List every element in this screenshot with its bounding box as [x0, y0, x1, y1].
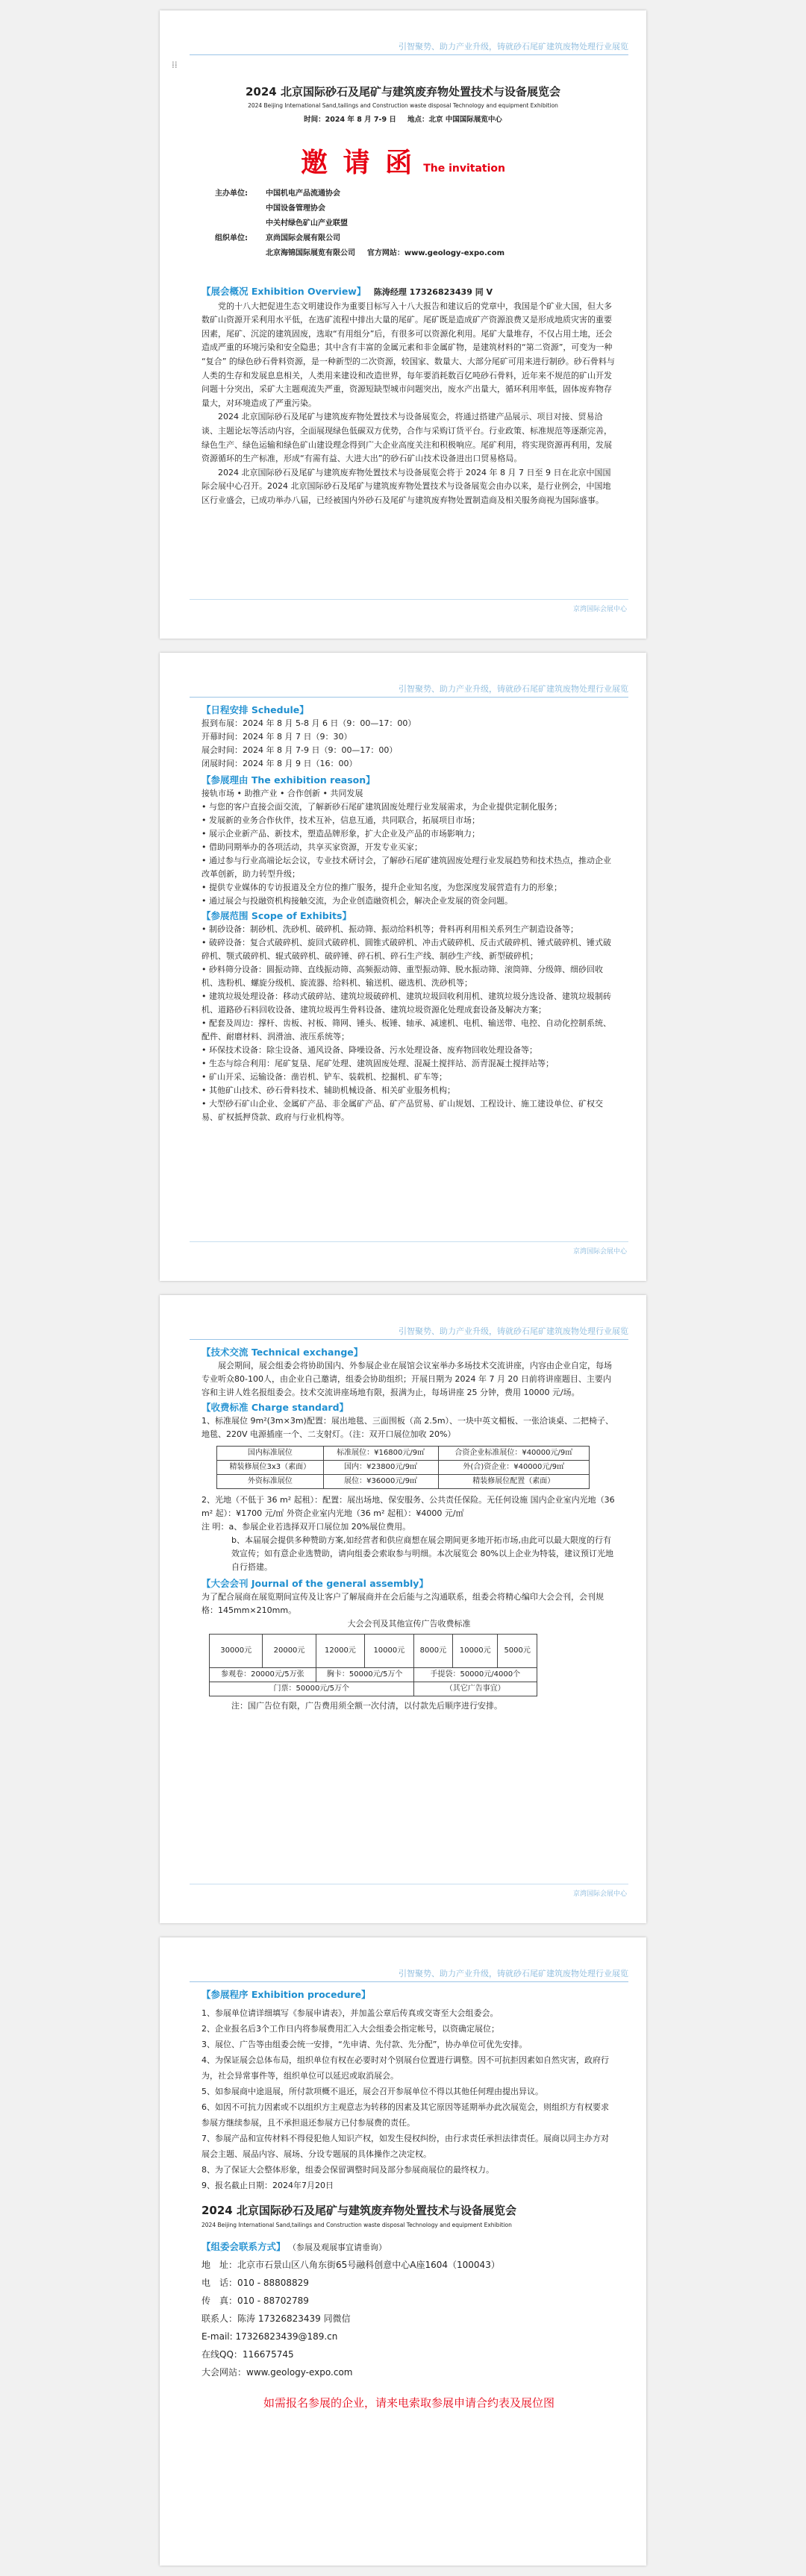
scope-item: • 配套及周边：撑杆、齿板、衬板、筛网、锤头、板锤、轴承、减速机、电机、输送带、电控、自动化控制系统、配件、耐磨材料、润滑油、液压系统等； — [202, 1018, 611, 1041]
overview-paragraph: 2024 北京国际砂石及尾矿与建筑废弃物处置技术与设备展览会，将通过搭建产品展示、项目对接、贸易洽谈、主题论坛等活动内容，全面展现绿色低碳双方优势，合作与采购订货平台。行业政策、标准规范等逐渐完善，绿色生产、绿色运输和绿色矿山建设理念得到广大企业高度关注和积极响应。尾矿利用，将实现资源再利用，发展资源循环的生产标准，形成“有需有益、大进大出”的砂石矿山技术设备进出口贸易格局。 — [202, 412, 612, 464]
header-divider — [190, 1339, 628, 1340]
scope-item: • 制砂设备：制砂机、洗砂机、破碎机、振动筛、振动给料机等；骨料再利用相关系列生产制造设备等； — [202, 924, 578, 934]
journal-title: 【大会会刊 Journal of the general assembly】 — [202, 1578, 428, 1589]
scope-item: • 其他矿山技术、砂石骨料技术、辅助机械设备、相关矿业服务机构； — [202, 1085, 455, 1095]
time-label: 时间：2024 年 8 月 7-9 日 — [304, 116, 396, 124]
page-2 — [160, 653, 646, 1281]
note-b: b、本届展会提供多种赞助方案,如经营者和供应商想在展会期间更多地开拓市场,由此可以最大限度的行有效宣传；如有意企业选赞助，请向组委会索取参与明细。本次展览会 80%以上企业为特装，建议预订光地自行搭建。 — [231, 1535, 613, 1572]
exhibition-subtitle: 2024 Beijing International Sand,tailings and Construction waste disposal Technology and equipment Exhibition — [202, 2222, 512, 2229]
table-row: 30000元 20000元 12000元 10000元 8000元 10000元 5000元 — [210, 1635, 537, 1668]
reason-item: • 通过展会与投融资机构接触交流，为企业创造融资机会，解决企业发展的资金问题。 — [202, 896, 513, 906]
table-row: 精装修展位3x3（素面） 国内：¥23800元/9㎡ 外(合)资企业：¥40000元/9㎡ — [217, 1461, 590, 1475]
org-row: 北京海锦国际展览有限公司 官方网站：www.geology-expo.com — [266, 249, 504, 257]
schedule-item: 闭展时间：2024 年 8 月 9 日（16：00） — [202, 759, 357, 768]
procedure-step: 1、参展单位请详细填写《参展申请表》，并加盖公章后传真或交寄至大会组委会。 — [202, 2008, 499, 2018]
scope-item: • 环保技术设备：除尘设备、通风设备、降噪设备、污水处理设备、废弃物回收处理设备等； — [202, 1045, 537, 1055]
raw-space-text: 2、光地（不低于 36 m² 起租）：配置：展出场地、保安服务、公共责任保险。无任何设施 国内企业室内光地（36 m² 起）：¥1700 元/㎡ 外资企业室内光地（36 m² 起租）：¥4000 元/㎡ — [202, 1495, 615, 1518]
procedure-step: 5、如参展商中途退展，所付款项概不退还，展会召开参展单位不得以其他任何理由提出异议。 — [202, 2086, 543, 2096]
organizer-block — [215, 187, 504, 261]
reason-item: • 发展新的业务合作伙伴，技术互补，信息互通，共同联合，拓展项目市场； — [202, 815, 480, 825]
table-row: 外资标准展位 展位：¥36000元/9㎡ 精装修展位配置（素面） — [217, 1475, 590, 1489]
header-divider — [190, 1981, 628, 1982]
procedure-step: 6、如因不可抗力因素或不以组织方主观意志为转移的因素及其它原因等延期举办此次展览会，则组织方有权要求参展方继续参展，且不承担退还参展方已付参展费的责任。 — [202, 2102, 609, 2128]
org-row: 中关村绿色矿山产业联盟 — [266, 219, 348, 228]
exchange-text: 展会期间，展会组委会将协助国内、外参展企业在展馆会议室举办多场技术交流讲座，内容由企业自定，每场专业听众80-100人，由企业自己邀请，组委会协助组织；开展日期为 2024 年 7 月 20 日前将讲座题目、主要内容和主讲人姓名报组委会。技术交流讲座场地有限，报满为止，每场讲座 25 分钟，费用 10000 元/场。 — [202, 1361, 612, 1397]
journal-text: 为了配合展商在展览期间宣传及让客户了解展商并在会后能与之沟通联系，组委会将精心编印大会会刊，会刊规格：145mm×210mm。 — [202, 1592, 604, 1615]
invitation-title-en: The invitation — [423, 163, 505, 175]
contact-fax: 传 真：010 - 88702789 — [202, 2295, 309, 2307]
schedule-item: 开幕时间：2024 年 8 月 7 日（9：30） — [202, 732, 352, 742]
procedure-step: 4、为保证展会总体布局，组织单位有权在必要时对个别展台位置进行调整。因不可抗拒因素如自然灾害，政府行为，社会异常事件等，组织单位可以延迟或取消展会。 — [202, 2055, 609, 2081]
table-row: 参观卷：20000元/5万张 胸卡：50000元/5万个 手提袋：50000元/4000个 — [210, 1668, 537, 1682]
ad-price-label: 大会会刊及其他宣传广告收费标准 — [347, 1619, 471, 1629]
contact-address: 地 址：北京市石景山区八角东街65号融科创意中心A座1604（100043） — [202, 2260, 500, 2271]
standard-booth-text: 1、标准展位 9m²(3m×3m)配置：展出地毯、三面围板（高 2.5m）、一块中英文楣板、一张洽谈桌、二把椅子、地毯、220V 电源插座一个、二支射灯。（注：双开口展位加收 20%） — [202, 1416, 614, 1439]
scope-item: • 砂料筛分设备：圆振动筛、直线振动筛、高频振动筛、重型振动筛、脱水振动筛、滚筒筛、分级筛、细砂回收机、选粉机、螺旋分级机、旋流器、给料机、输送机、磁选机、洗砂机等； — [202, 965, 603, 988]
exhibition-title: 2024 北京国际砂石及尾矿与建筑废弃物处置技术与设备展览会 — [202, 2203, 516, 2217]
overview-title: 【展会概况 Exhibition Overview】 — [202, 286, 366, 297]
page-4 — [160, 1937, 646, 2566]
place-label: 地点：北京 中国国际展览中心 — [407, 116, 502, 124]
contact-heading — [202, 2240, 616, 2255]
page-3 — [160, 1295, 646, 1923]
reason-item: • 通过参与行业高端论坛会议，专业技术研讨会，了解砂石尾矿建筑固废处理行业发展趋势和技术热点，推动企业改革创新，助力转型升级； — [202, 856, 611, 879]
exhibition-title: 2024 北京国际砂石及尾矿与建筑废弃物处置技术与设备展览会 — [246, 85, 560, 98]
page-header: 引智聚势、助力产业升级，铸就砂石尾矿建筑废物处理行业展览 — [399, 42, 628, 51]
drag-handle-icon[interactable]: ⁞⁞ — [172, 60, 178, 70]
contact-subtitle: （参展及观展事宜请垂询） — [288, 2242, 387, 2252]
booth-price-table — [216, 1446, 590, 1489]
org-row: 组织单位: 京尚国际会展有限公司 — [215, 234, 340, 242]
procedure-step: 7、参展产品和宣传材料不得侵犯他人知识产权，如发生侵权纠纷，由行求责任承担法律责任。展商以同主办方对展会主题、展品内容、展场、分设专题展的具体操作之决定权。 — [202, 2133, 609, 2159]
time-place — [160, 113, 646, 124]
note-a: 注 明：a、参展企业若选择双开口展位加 20%展位费用。 — [202, 1522, 411, 1532]
org-row: 中国设备管理协会 — [266, 204, 325, 213]
charge-title: 【收费标准 Charge standard】 — [202, 1402, 349, 1413]
procedure-step: 3、展位、广告等由组委会统一安排，“先申请、先付款、先分配”，协办单位可优先安排。 — [202, 2039, 528, 2049]
org-row: 主办单位: 中国机电产品流通协会 — [215, 189, 340, 198]
contact-phone[interactable]: 电 话：010 - 88808829 — [202, 2278, 309, 2289]
charge-section — [202, 1346, 616, 1713]
registration-cta: 如需报名参展的企业，请来电索取参展申请合约表及展位图 — [263, 2396, 554, 2410]
page-footer: 京湾国际会展中心 — [572, 606, 627, 613]
footer-divider — [190, 1241, 628, 1242]
page-footer: 京湾国际会展中心 — [572, 1890, 627, 1898]
procedure-step: 8、为了保证大会整体形象，组委会保留调整时间及部分参展商展位的最终权力。 — [202, 2164, 494, 2175]
table-row: 国内标准展位 标准展位：¥16800元/9㎡ 合资企业标准展位：¥40000元/9㎡ — [217, 1447, 590, 1461]
scope-item: • 矿山开采、运输设备：凿岩机、铲车、装载机、挖掘机、矿车等； — [202, 1072, 447, 1082]
scope-item: • 建筑垃圾处理设备：移动式破碎站、建筑垃圾破碎机、建筑垃圾回收利用机、建筑垃圾分选设备、建筑垃圾制砖机、道路砂石料回收设备、建筑垃圾再生骨料设备、建筑垃圾资源化处理成套设备及解决方案； — [202, 991, 611, 1015]
procedure-list — [202, 2005, 616, 2193]
schedule-title: 【日程安排 Schedule】 — [202, 704, 309, 715]
schedule-item: 展会时间：2024 年 8 月 7-9 日（9：00—17：00） — [202, 745, 398, 755]
procedure-step: 9、报名截止日期：2024年7月20日 — [202, 2180, 334, 2190]
page-footer: 京湾国际会展中心 — [572, 1248, 627, 1256]
contact-block — [202, 2256, 616, 2381]
page-header: 引智聚势、助力产业升级，铸就砂石尾矿建筑废物处理行业展览 — [399, 1969, 628, 1978]
contact-website[interactable]: 大会网站：www.geology-expo.com — [202, 2367, 353, 2378]
procedure-section — [202, 1988, 616, 2410]
invitation-heading — [160, 142, 646, 180]
header-divider — [190, 54, 628, 55]
scope-item: • 生态与综合利用：尾矿复垦、尾矿处理、建筑固废处理、混凝土搅拌站、沥青混凝土搅拌站等； — [202, 1059, 554, 1068]
page-header: 引智聚势、助力产业升级，铸就砂石尾矿建筑废物处理行业展览 — [399, 1326, 628, 1336]
overview-paragraph: 党的十八大把促进生态文明建设作为重要目标写入十八大报告和建议后的党章中，我国是个矿业大国，但大多数矿山资源开采利用水平低，在选矿流程中排出大量的尾矿。尾矿既是造成矿产资源浪费又是形成地质灾害的重要因素，尾矿、沉淀的建筑固废，选取“有用组分”后，有很多可以资源化利用。尾矿大量堆存，不仅占用土地，还会造成严重的环境污染和安全隐患；其中含有丰富的金属元素和非金属矿物，是建筑材料的“第二资源”，可变为一种 “复合” 的绿色砂石骨料资源，是一种新型的二次资源，较国家、数量大、大部分尾矿可用来进行制砂。砂石骨料与人类的生存和发展息息相关，人类用来建设和改造世界，每年要消耗数百亿吨砂石骨料，近年来不规范的矿山开发问题十分突出，采矿大主题观流失严重，资源短缺型城市问题突出，废水产出量大，循环利用率低，固体废弃物存量大，对环境造成了严重污染。 — [202, 301, 615, 408]
table-row: 门票：50000元/5万个 （其它广告事宜） — [210, 1682, 537, 1696]
reason-item: • 展示企业新产品、新技术，塑造品牌形象，扩大企业及产品的市场影响力； — [202, 829, 480, 839]
reason-item: • 提供专业媒体的专访报道及全方位的推广服务，提升企业知名度，为您深度发展营造有力的形象； — [202, 883, 562, 892]
contact-email[interactable]: E-mail: 17326823439@189.cn — [202, 2331, 338, 2342]
schedule-item: 报到布展：2024 年 8 月 5-8 月 6 日（9：00—17：00） — [202, 718, 416, 728]
ad-note: 注：国广告位有限，广告费用须全额一次付清，以付款先后顺序进行安排。 — [231, 1701, 502, 1711]
contact-qq: 在线QQ：116675745 — [202, 2349, 294, 2360]
scope-item: • 大型砂石矿山企业、金属矿产品、非金属矿产品、矿产品贸易、矿山规划、工程设计、施工建设单位、矿权交易、矿权抵押贷款、政府与行业机构等。 — [202, 1099, 603, 1122]
header-divider — [190, 697, 628, 698]
schedule-section — [202, 703, 616, 1124]
scope-item: • 破碎设备：复合式破碎机、旋回式破碎机、圆锥式破碎机、冲击式破碎机、反击式破碎机、锤式破碎机、锤式破碎机、颚式破碎机、辊式破碎机、破碎锤、碎石机、碎石生产线、制砂生产线、新型破碎机； — [202, 938, 611, 961]
page-1 — [160, 10, 646, 639]
contact-person: 联系人：陈涛 17326823439 同微信 — [202, 2313, 351, 2325]
contact-title: 【组委会联系方式】 — [202, 2240, 286, 2252]
website-link[interactable]: 官方网站：www.geology-expo.com — [366, 249, 504, 257]
footer-divider — [190, 599, 628, 600]
procedure-title: 【参展程序 Exhibition procedure】 — [202, 1989, 371, 2000]
procedure-step: 2、企业报名后3个工作日内将参展费用汇入大会组委会指定帐号，以资确定展位； — [202, 2023, 499, 2034]
manager-contact: 陈涛经理 17326823439 同 V — [373, 287, 493, 297]
page-header: 引智聚势、助力产业升级，铸就砂石尾矿建筑废物处理行业展览 — [399, 684, 628, 694]
reason-item: • 借助同期举办的各项活动，共享买家资源，开发专业买家； — [202, 842, 422, 852]
exchange-title: 【技术交流 Technical exchange】 — [202, 1347, 363, 1358]
overview-section — [202, 285, 616, 508]
overview-paragraph: 2024 北京国际砂石及尾矿与建筑废弃物处置技术与设备展览会将于 2024 年 8 月 7 日至 9 日在北京中国国际会展中心召开。2024 北京国际砂石及尾矿与建筑废弃物处置技术与设备展览会由办以来，是行业例会，中国地区行业盛会，已成功举办八届，已经被国内外砂石及尾矿与建筑废弃物处置制造商及相关服务商视为国际盛事。 — [202, 467, 611, 505]
scope-title: 【参展范围 Scope of Exhibits】 — [202, 910, 352, 921]
invitation-title: 邀 请 函 — [301, 148, 416, 178]
ad-price-table — [209, 1634, 537, 1696]
reason-title: 【参展理由 The exhibition reason】 — [202, 774, 375, 786]
reason-intro: 接轨市场 • 助推产业 • 合作创新 • 共同发展 — [202, 789, 363, 798]
reason-item: • 与您的客户直接会面交流，了解新砂石尾矿建筑固废处理行业发展需求，为企业提供定制化服务； — [202, 802, 562, 812]
exhibition-subtitle: 2024 Beijing International Sand,tailings and Construction waste disposal Technology and equipment Exhibition — [248, 102, 558, 109]
